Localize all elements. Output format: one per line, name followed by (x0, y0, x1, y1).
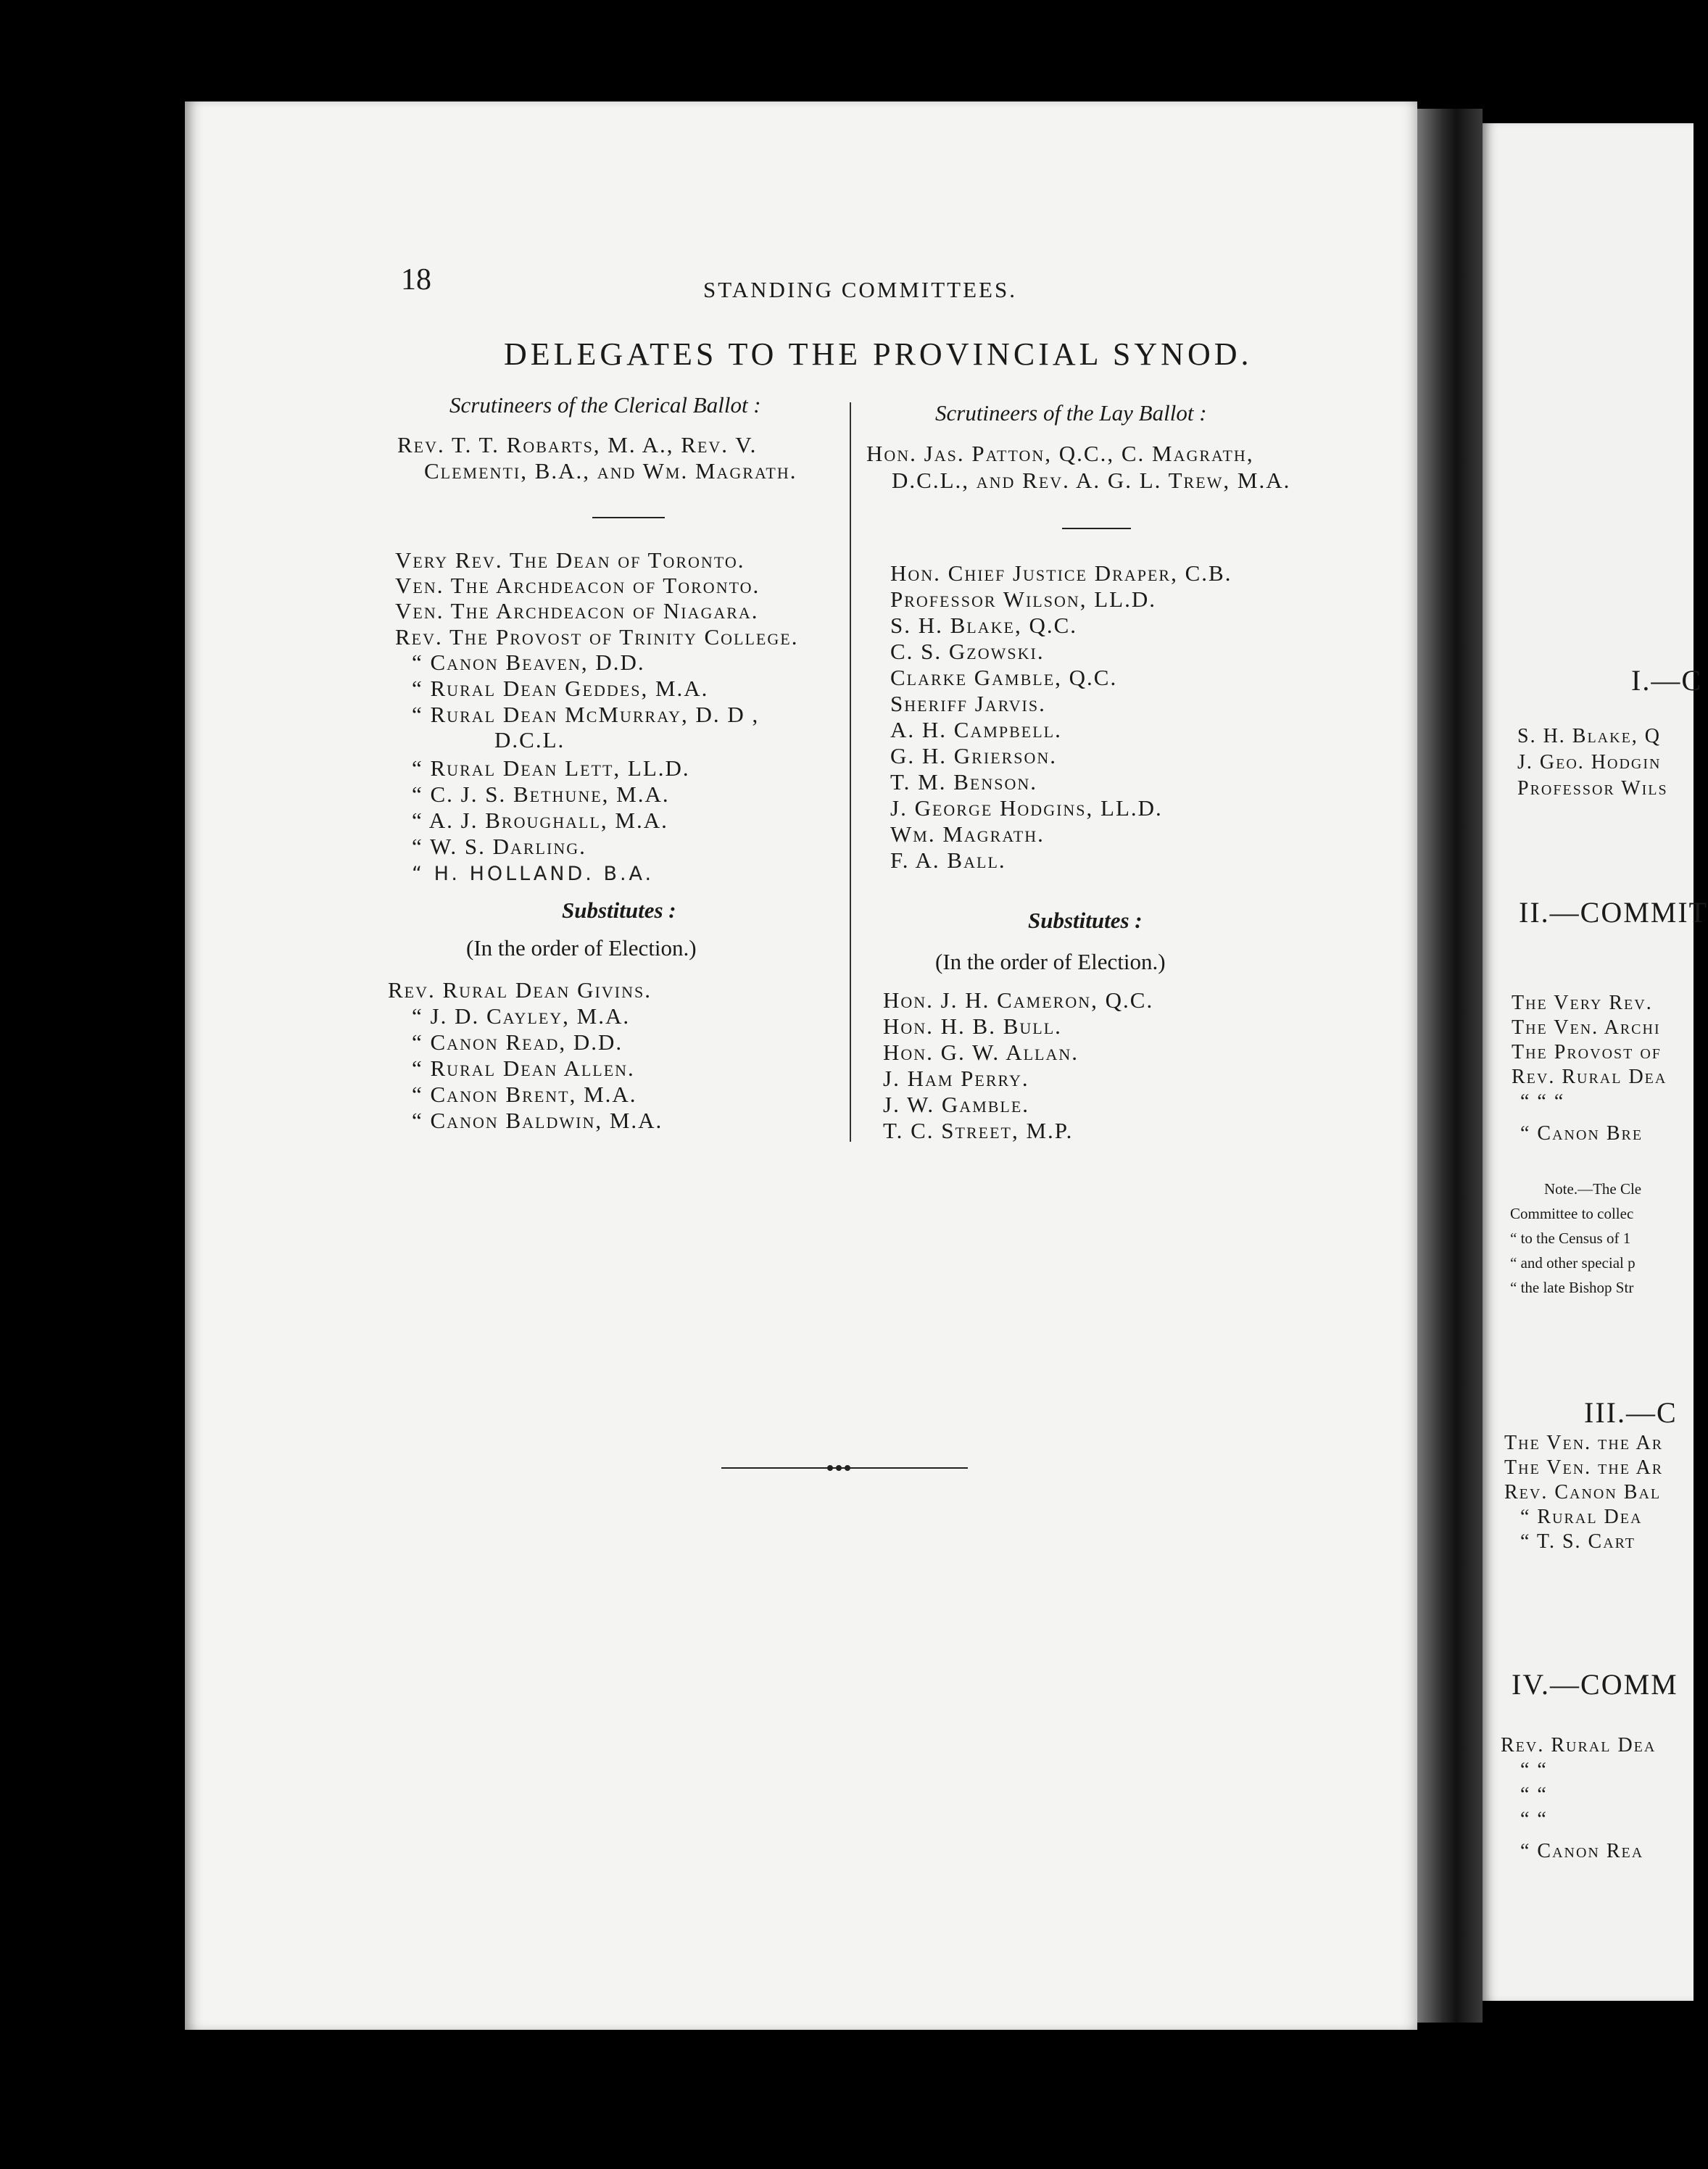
section-heading: III.—C (1584, 1396, 1678, 1429)
list-item: Wm. Magrath. (890, 821, 1045, 847)
list-item: Professor Wils (1517, 777, 1668, 800)
list-item: Rev. The Provost of Trinity College. (395, 624, 799, 650)
list-item: “ Rural Dea (1520, 1506, 1643, 1528)
list-item: F. A. Ball. (890, 847, 1006, 873)
clerical-scrutineers-line2: Clementi, B.A., and Wm. Magrath. (424, 458, 797, 484)
list-item: “ J. D. Cayley, M.A. (412, 1003, 631, 1029)
list-item: Rev. Rural Dea (1512, 1066, 1667, 1088)
list-item: “ Canon Brent, M.A. (412, 1082, 637, 1107)
list-item: Ven. The Archdeacon of Niagara. (395, 598, 759, 623)
lay-substitutes-order: (In the order of Election.) (935, 949, 1166, 974)
list-item: S. H. Blake, Q.C. (890, 613, 1078, 638)
list-item: “ W. S. Darling. (412, 834, 586, 859)
list-item: G. H. Grierson. (890, 743, 1058, 768)
list-item: The Ven. the Ar (1504, 1456, 1664, 1479)
clerical-scrutineers-heading: Scrutineers of the Clerical Ballot : (449, 392, 761, 418)
running-head: STANDING COMMITTEES. (703, 277, 1017, 302)
section-heading: II.—COMMIT (1519, 896, 1708, 929)
note-line: “ to the Census of 1 (1510, 1229, 1631, 1247)
list-item: “ “ “ (1520, 1090, 1565, 1113)
list-item: Hon. H. B. Bull. (883, 1013, 1062, 1039)
clerical-scrutineers-line1: Rev. T. T. Robarts, M. A., Rev. V. (397, 432, 758, 457)
handwritten-entry: “ H. HOLLAND. B.A. (412, 863, 655, 885)
list-item: S. H. Blake, Q (1517, 725, 1662, 747)
list-item: “ Rural Dean Geddes, M.A. (412, 676, 709, 701)
note-line: Note.—The Cle (1544, 1180, 1642, 1198)
list-item: D.C.L. (494, 727, 565, 752)
list-item: C. S. Gzowski. (890, 639, 1045, 664)
list-item: Ven. The Archdeacon of Toronto. (395, 573, 760, 598)
list-item: J. Ham Perry. (883, 1066, 1029, 1091)
list-item: “ A. J. Broughall, M.A. (412, 808, 668, 833)
lay-scrutineers-heading: Scrutineers of the Lay Ballot : (935, 400, 1207, 426)
lay-scrutineers-line1: Hon. Jas. Patton, Q.C., C. Magrath, (866, 441, 1254, 466)
section-heading: IV.—COMM (1512, 1668, 1678, 1701)
lay-scrutineers-line2: D.C.L., and Rev. A. G. L. Trew, M.A. (892, 468, 1291, 493)
list-item: “ “ (1520, 1759, 1548, 1781)
list-item: Very Rev. The Dean of Toronto. (395, 547, 745, 573)
list-item: T. M. Benson. (890, 769, 1037, 795)
list-item: “ Rural Dean McMurray, D. D , (412, 702, 760, 727)
left-page (185, 101, 1417, 2030)
list-item: The Ven. the Ar (1504, 1432, 1664, 1454)
list-item: A. H. Campbell. (890, 717, 1062, 742)
list-item: Hon. G. W. Allan. (883, 1040, 1079, 1065)
list-item: “ Canon Baldwin, M.A. (412, 1108, 663, 1133)
section-heading: I.—C (1631, 664, 1702, 697)
page-number: 18 (401, 263, 431, 296)
list-item: J. Geo. Hodgin (1517, 751, 1662, 774)
list-item: The Provost of (1512, 1041, 1662, 1063)
list-item: The Ven. Archi (1512, 1016, 1661, 1039)
column-divider (850, 402, 851, 1142)
list-item: “ T. S. Cart (1520, 1530, 1636, 1553)
list-item: “ Canon Beaven, D.D. (412, 650, 645, 675)
list-item: “ C. J. S. Bethune, M.A. (412, 781, 670, 807)
list-item: Rev. Rural Dea (1501, 1734, 1657, 1757)
list-item: Professor Wilson, LL.D. (890, 586, 1156, 612)
list-item: “ Rural Dean Allen. (412, 1056, 635, 1081)
note-line: “ and other special p (1510, 1254, 1636, 1272)
list-item: “ Rural Dean Lett, LL.D. (412, 755, 690, 781)
page-title: DELEGATES TO THE PROVINCIAL SYNOD. (504, 336, 1253, 372)
ornament-rule (721, 1461, 968, 1475)
list-item: “ Canon Rea (1520, 1840, 1644, 1862)
book-gutter (1417, 109, 1483, 2023)
list-item: “ “ (1520, 1783, 1548, 1806)
list-item: “ “ (1520, 1808, 1548, 1830)
list-item: J. W. Gamble. (883, 1092, 1030, 1117)
list-item: Rev. Canon Bal (1504, 1481, 1662, 1504)
clerical-substitutes-heading: Substitutes : (562, 897, 676, 923)
list-item: Hon. Chief Justice Draper, C.B. (890, 560, 1232, 586)
list-item: “ Canon Bre (1520, 1122, 1643, 1145)
note-line: “ the late Bishop Str (1510, 1279, 1634, 1296)
list-item: Sheriff Jarvis. (890, 691, 1046, 716)
list-item: T. C. Street, M.P. (883, 1118, 1074, 1143)
list-item: Hon. J. H. Cameron, Q.C. (883, 987, 1154, 1013)
facing-page (1483, 123, 1708, 2001)
list-item: J. George Hodgins, LL.D. (890, 795, 1163, 821)
clerical-substitutes-order: (In the order of Election.) (466, 935, 697, 961)
list-item: The Very Rev. (1512, 992, 1653, 1014)
lay-rule (1062, 528, 1131, 529)
list-item: Rev. Rural Dean Givins. (388, 977, 652, 1003)
list-item: Clarke Gamble, Q.C. (890, 665, 1118, 690)
list-item: “ Canon Read, D.D. (412, 1029, 623, 1055)
clerical-rule (592, 517, 665, 518)
lay-substitutes-heading: Substitutes : (1028, 908, 1143, 933)
note-line: Committee to collec (1510, 1205, 1634, 1222)
